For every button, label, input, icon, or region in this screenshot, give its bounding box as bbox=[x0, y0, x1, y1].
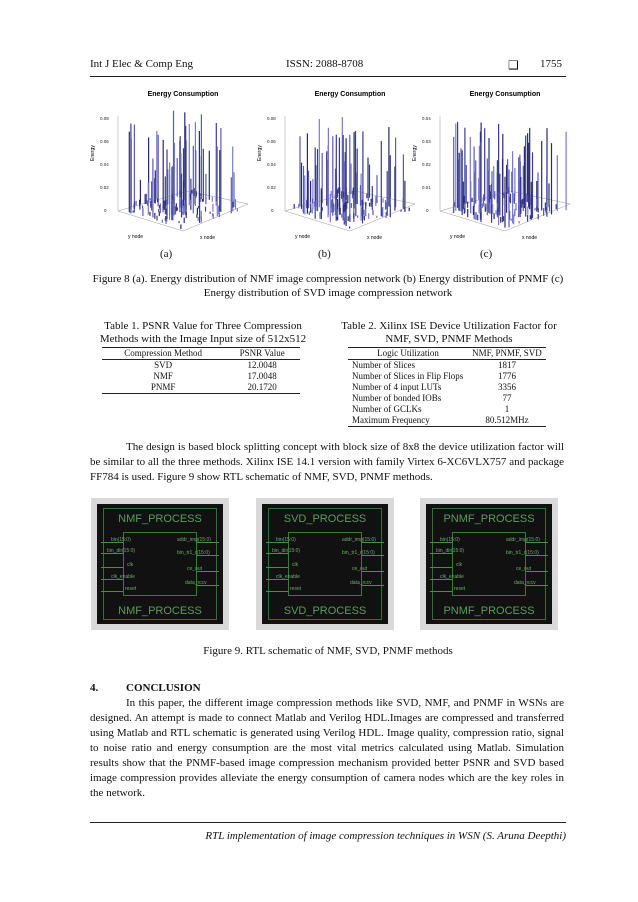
rtl-block-svd bbox=[256, 498, 394, 630]
pin-label: bin_dir(15:0) bbox=[272, 548, 301, 554]
plot-xlabel: x node bbox=[200, 235, 216, 241]
pin-wire bbox=[430, 579, 452, 580]
section-number: 4. bbox=[90, 682, 99, 694]
pin-label: bin_tr1_r(15:0) bbox=[342, 550, 375, 556]
rtl-block-title-bottom: SVD_PROCESS bbox=[283, 605, 367, 617]
table1 bbox=[102, 347, 300, 394]
plot-bars bbox=[118, 111, 248, 231]
table-cell: 3356 bbox=[497, 382, 516, 392]
pin-label: data_rccv bbox=[350, 580, 372, 586]
pin-wire bbox=[526, 555, 548, 556]
plot-ylabel: Energy bbox=[412, 145, 418, 161]
plot-ylabel: Energy bbox=[90, 145, 96, 161]
pin-label: reset bbox=[454, 586, 466, 592]
ytick: 0.06 bbox=[100, 139, 109, 144]
page-number: 1755 bbox=[540, 58, 562, 70]
table-row bbox=[102, 371, 300, 382]
pin-wire bbox=[430, 591, 452, 592]
pin-wire bbox=[101, 579, 123, 580]
checkbox-square-icon: ❑ bbox=[508, 58, 519, 72]
pin-label: clk_enable bbox=[111, 574, 135, 580]
ytick: 0 bbox=[271, 208, 274, 213]
table-cell: 77 bbox=[502, 393, 512, 403]
table-cell: 12.0048 bbox=[247, 360, 277, 370]
pin-label: clk bbox=[292, 562, 299, 568]
footer-rule bbox=[90, 822, 566, 823]
rtl-block-nmf bbox=[91, 498, 229, 630]
table-row bbox=[348, 393, 546, 404]
pin-label: data_rccv bbox=[514, 580, 536, 586]
plot-label-c: (c) bbox=[480, 248, 493, 260]
ytick: 0 bbox=[426, 208, 429, 213]
table-row bbox=[348, 371, 546, 382]
pin-wire bbox=[430, 567, 452, 568]
pin-wire bbox=[197, 542, 219, 543]
pin-label: bin(15:0) bbox=[276, 537, 296, 543]
plot-xlabel: x node bbox=[367, 235, 383, 241]
pin-wire bbox=[197, 571, 219, 572]
ytick: 0.04 bbox=[100, 162, 109, 167]
energy-plot-b-svg bbox=[255, 86, 425, 246]
ytick: 0.08 bbox=[267, 116, 276, 121]
pin-wire bbox=[526, 585, 548, 586]
table-row bbox=[102, 382, 300, 394]
body-paragraph: The design is based block splitting concept with block size of 8x8 the device utilization factor will be similar to all the three methods. Xilinx ISE 14.1 version with family Virtex 6-XC6VLX757 and package FF784 is used. Figure 9 show RTL schematic of NMF, SVD, PNMF methods. bbox=[90, 441, 564, 483]
table-cell: PNMF bbox=[102, 382, 224, 394]
table1-header: PSNR Value bbox=[224, 348, 300, 360]
plot-bars bbox=[440, 116, 570, 231]
axis-line bbox=[440, 211, 505, 231]
pin-label: bin(15:0) bbox=[440, 537, 460, 543]
pin-label: bin(15:0) bbox=[111, 537, 131, 543]
pin-wire bbox=[362, 571, 384, 572]
pin-wire bbox=[362, 555, 384, 556]
plot-xlabel: x node bbox=[522, 235, 538, 241]
energy-plot-a bbox=[88, 86, 258, 246]
table-cell: SVD bbox=[154, 360, 173, 370]
plot-zlabel: y node bbox=[128, 234, 144, 240]
pin-wire bbox=[101, 553, 123, 554]
table-row bbox=[348, 382, 546, 393]
pin-label: addr_img(15:0) bbox=[342, 537, 376, 543]
ytick: 0 bbox=[104, 208, 107, 213]
pin-wire bbox=[266, 567, 288, 568]
pin-wire bbox=[430, 542, 452, 543]
plot-ylabel: Energy bbox=[257, 145, 263, 161]
pin-wire bbox=[101, 567, 123, 568]
rtl-block-pnmf bbox=[420, 498, 558, 630]
table-row bbox=[348, 415, 546, 427]
plot-bars bbox=[285, 116, 415, 231]
pin-wire bbox=[362, 542, 384, 543]
pin-wire bbox=[266, 591, 288, 592]
table-cell: 1776 bbox=[497, 371, 516, 381]
pin-label: clk_enable bbox=[276, 574, 300, 580]
plot-title: Energy Consumption bbox=[147, 91, 219, 98]
table-row bbox=[348, 360, 546, 372]
ytick: 0.02 bbox=[422, 162, 431, 167]
table-cell: Number of GCLKs bbox=[352, 404, 422, 414]
pin-label: clk bbox=[127, 562, 134, 568]
pin-label: clk bbox=[456, 562, 463, 568]
ytick: 0.02 bbox=[100, 185, 109, 190]
pin-label: reset bbox=[125, 586, 137, 592]
table-cell: Number of 4 input LUTs bbox=[352, 382, 442, 392]
pin-wire bbox=[197, 555, 219, 556]
table-cell: Number of Slices bbox=[352, 360, 415, 370]
pin-label: addr_img(15:0) bbox=[177, 537, 211, 543]
table2-header: Logic Utilization bbox=[348, 348, 468, 360]
table-row bbox=[102, 360, 300, 372]
journal-name: Int J Elec & Comp Eng bbox=[90, 58, 193, 70]
plot-label-a: (a) bbox=[160, 248, 173, 260]
rtl-block-title-bottom: PNMF_PROCESS bbox=[443, 605, 535, 617]
plot-zlabel: y node bbox=[450, 234, 466, 240]
energy-plot-b bbox=[255, 86, 425, 246]
table-cell: 80.512MHz bbox=[468, 415, 546, 427]
pin-wire bbox=[266, 579, 288, 580]
ytick: 0.01 bbox=[422, 185, 431, 190]
pin-wire bbox=[101, 591, 123, 592]
figure8-caption: Figure 8 (a). Energy distribution of NMF image compression network (b) Energy distribution of PNMF (c) Energy distribution of SVD image compression network bbox=[92, 273, 564, 299]
energy-plot-c-svg bbox=[410, 86, 580, 246]
rtl-block-title: SVD_PROCESS bbox=[283, 513, 367, 525]
issn: ISSN: 2088-8708 bbox=[286, 58, 364, 70]
pin-label: ce_out bbox=[516, 566, 532, 572]
pin-label: ce_out bbox=[187, 566, 203, 572]
section-heading: CONCLUSION bbox=[126, 682, 201, 694]
pin-wire bbox=[101, 542, 123, 543]
pin-label: ce_out bbox=[352, 566, 368, 572]
table-cell: Number of bonded IOBs bbox=[352, 393, 442, 403]
pin-wire bbox=[197, 585, 219, 586]
pin-label: bin_tr1_r(15:0) bbox=[177, 550, 210, 556]
plot-title: Energy Consumption bbox=[314, 91, 386, 98]
ytick: 0.04 bbox=[267, 162, 276, 167]
table2 bbox=[348, 347, 546, 427]
pin-label: addr_img(15:0) bbox=[506, 537, 540, 543]
table-cell: 17.0048 bbox=[247, 371, 277, 381]
table-row bbox=[348, 404, 546, 415]
rtl-block-title: PNMF_PROCESS bbox=[443, 513, 535, 525]
header-rule bbox=[90, 76, 566, 77]
pin-wire bbox=[362, 585, 384, 586]
pin-wire bbox=[430, 553, 452, 554]
figure9-caption: Figure 9. RTL schematic of NMF, SVD, PNMF methods bbox=[203, 645, 453, 657]
table2-header: NMF, PNMF, SVD bbox=[468, 348, 546, 360]
pin-wire bbox=[266, 553, 288, 554]
table2-caption: Table 2. Xilinx ISE Device Utilization Factor for NMF, SVD, PNMF Methods bbox=[341, 320, 557, 345]
pin-label: bin_dir(15:0) bbox=[107, 548, 136, 554]
pin-label: data_rccv bbox=[185, 580, 207, 586]
table-cell: 20.1720 bbox=[224, 382, 300, 394]
pin-wire bbox=[526, 571, 548, 572]
ytick: 0.04 bbox=[422, 116, 431, 121]
table-cell: Maximum Frequency bbox=[348, 415, 468, 427]
table-cell: NMF bbox=[153, 371, 173, 381]
pin-label: bin_tr1_r(15:0) bbox=[506, 550, 539, 556]
ytick: 0.03 bbox=[422, 139, 431, 144]
plot-zlabel: y node bbox=[295, 234, 311, 240]
plot-label-b: (b) bbox=[318, 248, 331, 260]
energy-plot-c bbox=[410, 86, 580, 246]
energy-plot-a-svg bbox=[88, 86, 258, 246]
pin-label: reset bbox=[290, 586, 302, 592]
pin-wire bbox=[526, 542, 548, 543]
conclusion-text: In this paper, the different image compression methods like SVD, NMF, and PNMF in WSNs are designed. An attempt is made to connect Matlab and Verilog HDL.Images are compressed and transferred using Matlab and RTL schematic is generated using Verilog HDL. Image quality, compression ratio, signal to noise ratio and energy consumption are the most vital metrics calculated using Matlab. Simulation results show that the PNMF-based image compression mechanism provided better PSNR and SVD based image compression provides alleviate the energy consumption of camera nodes which are the key roles in the network. bbox=[90, 697, 564, 799]
table-cell: 1 bbox=[504, 404, 510, 414]
running-footer: RTL implementation of image compression techniques in WSN (S. Aruna Deepthi) bbox=[205, 830, 566, 842]
table1-header: Compression Method bbox=[102, 348, 224, 360]
pin-label: clk_enable bbox=[440, 574, 464, 580]
table-cell: Number of Slices in Flip Flops bbox=[352, 371, 464, 381]
plot-title: Energy Consumption bbox=[469, 91, 541, 98]
table-cell: 1817 bbox=[497, 360, 516, 370]
rtl-block-title-bottom: NMF_PROCESS bbox=[118, 605, 202, 617]
ytick: 0.02 bbox=[267, 185, 276, 190]
ytick: 0.08 bbox=[100, 116, 109, 121]
pin-wire bbox=[266, 542, 288, 543]
ytick: 0.06 bbox=[267, 139, 276, 144]
pin-label: bin_dir(15:0) bbox=[436, 548, 465, 554]
table1-caption: Table 1. PSNR Value for Three Compression Methods with the Image Input size of 512x512 bbox=[99, 320, 307, 345]
rtl-block-title: NMF_PROCESS bbox=[118, 513, 202, 525]
